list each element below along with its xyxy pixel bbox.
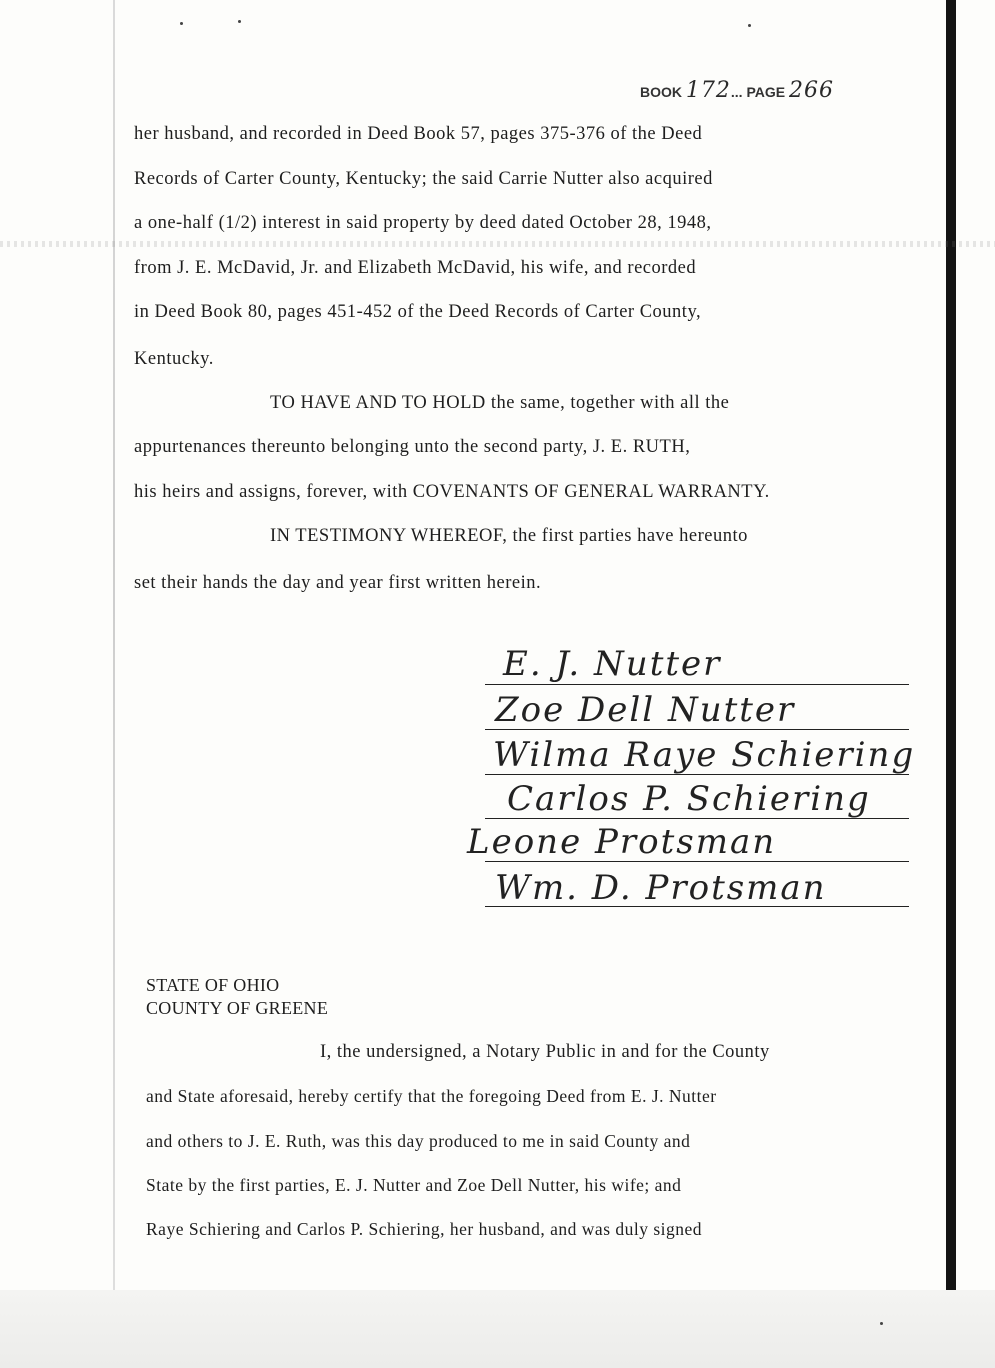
scan-speck [238, 20, 241, 23]
venue-state: STATE OF OHIO [146, 975, 280, 995]
body-line: a one-half (1/2) interest in said property by deed dated October 28, 1948, [134, 213, 712, 233]
testimony-line: IN TESTIMONY WHEREOF, the first parties have hereunto [270, 526, 748, 546]
body-line: from J. E. McDavid, Jr. and Elizabeth McDavid, his wife, and recorded [134, 258, 697, 278]
book-number: 172 [685, 78, 731, 103]
signature-carlos-p-schiering: Carlos P. Schiering [507, 779, 871, 819]
testimony-line: set their hands the day and year first written herein. [134, 573, 542, 593]
scan-faint-stripe [0, 241, 995, 247]
scan-speck [180, 22, 183, 25]
notary-line: Raye Schiering and Carlos P. Schiering, her husband, and was duly signed [146, 1219, 703, 1239]
book-page-reference: BOOK 172... PAGE 266 [640, 78, 834, 103]
venue-county: COUNTY OF GREENE [146, 998, 329, 1018]
scan-speck [880, 1322, 883, 1325]
notary-line: and others to J. E. Ruth, was this day produced to me in said County and [146, 1131, 691, 1151]
habendum-line: appurtenances thereunto belonging unto the second party, J. E. RUTH, [134, 437, 691, 457]
notary-line: State by the first parties, E. J. Nutter and Zoe Dell Nutter, his wife; and [146, 1175, 682, 1195]
scan-bottom-shade [0, 1290, 995, 1368]
signature-wilma-raye-schiering: Wilma Raye Schiering [493, 735, 916, 775]
signature-leone-protsman: Leone Protsman [467, 822, 777, 862]
habendum-line: TO HAVE AND TO HOLD the same, together with all the [270, 393, 730, 413]
body-line: Records of Carter County, Kentucky; the said Carrie Nutter also acquired [134, 169, 713, 189]
scan-speck [748, 24, 751, 27]
habendum-line: his heirs and assigns, forever, with COVENANTS OF GENERAL WARRANTY. [134, 482, 770, 502]
page-label: PAGE [746, 84, 786, 100]
signature-zoe-dell-nutter: Zoe Dell Nutter [495, 690, 796, 730]
body-line: in Deed Book 80, pages 451-452 of the Deed Records of Carter County, [134, 302, 702, 322]
scan-fold-line [113, 0, 115, 1368]
scan-dark-edge [946, 0, 956, 1290]
notary-line: I, the undersigned, a Notary Public in and for the County [320, 1042, 770, 1062]
signature-wm-d-protsman: Wm. D. Protsman [495, 868, 827, 908]
notary-line: and State aforesaid, hereby certify that the foregoing Deed from E. J. Nutter [146, 1086, 717, 1106]
book-label: BOOK [640, 84, 682, 100]
signature-block [455, 640, 935, 930]
body-line: Kentucky. [134, 349, 214, 369]
page-number: 266 [788, 78, 834, 103]
signature-line [485, 684, 909, 685]
signature-e-j-nutter: E. J. Nutter [503, 644, 722, 684]
body-line: her husband, and recorded in Deed Book 57, pages 375-376 of the Deed [134, 124, 703, 144]
